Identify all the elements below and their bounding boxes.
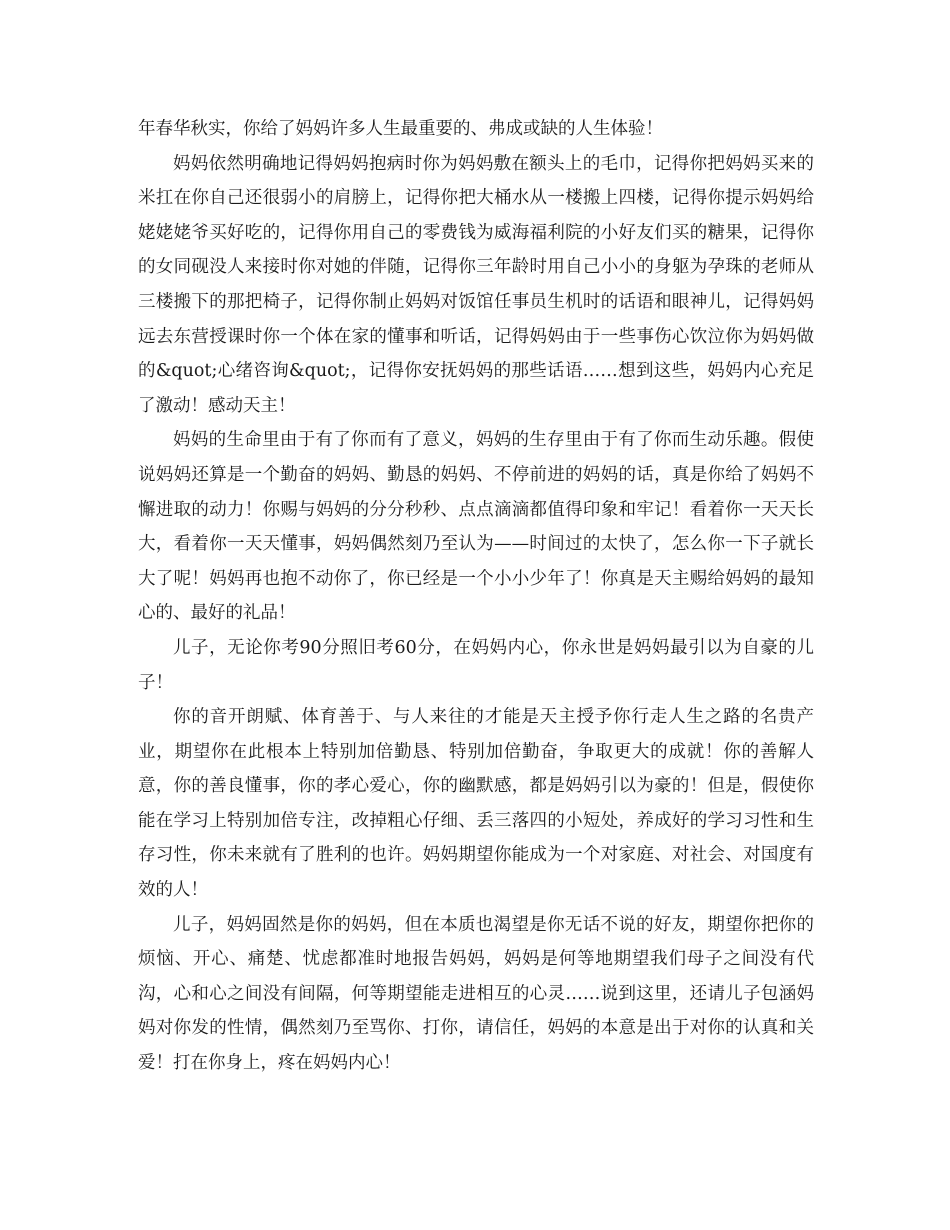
paragraph-pride: 儿子，无论你考90分照旧考60分，在妈妈内心，你永世是妈妈最引以为自豪的儿子！ [138,637,814,693]
paragraph-continued: 年春华秋实，你给了妈妈许多人生最重要的、弗成或缺的人生体验！ [138,119,663,139]
paragraph-memories: 妈妈依然明确地记得妈妈抱病时你为妈妈敷在额头上的毛巾，记得你把妈妈买来的米扛在你自己还很弱小的肩膀上，记得你把大桶水从一楼搬上四楼，记得你提示妈妈给姥姥姥爷买好吃的，记得你用自己的零费钱为威海福利院的小好友们买的糖果，记得你的女同砚没人来接时你对她的伴随，记得你三年龄时用自己小小的身躯为孕珠的老师从三楼搬下的那把椅子，记得你制止妈妈对饭馆任事员生机时的话语和眼神儿，记得妈妈远去东营授课时你一个体在家的懂事和听话，记得妈妈由于一些事伤心饮泣你为妈妈做的&quot;心绪咨询&quot;，记得你安抚妈妈的那些话语……想到这些，妈妈内心充足了激动！感动天主！ [138,153,814,416]
paragraph-meaning: 妈妈的生命里由于有了你而有了意义，妈妈的生存里由于有了你而生动乐趣。假使说妈妈还算是一个勤奋的妈妈、勤恳的妈妈、不停前进的妈妈的话，真是你给了妈妈不懈进取的动力！你赐与妈妈的分分秒秒、点点滴滴都值得印象和牢记！看着你一天天长大，看着你一天天懂事，妈妈偶然刻乃至认为——时间过的太快了，怎么你一下子就长大了呢！妈妈再也抱不动你了，你已经是一个小小少年了！你真是天主赐给妈妈的最知心的、最好的礼品！ [138,430,814,624]
paragraph-talents: 你的音开朗赋、体育善于、与人来往的才能是天主授予你行走人生之路的名贵产业，期望你在此根本上特别加倍勤恳、特别加倍勤奋，争取更大的成就！你的善解人意，你的善良懂事，你的孝心爱心，你的幽默感，都是妈妈引以为豪的！但是，假使你能在学习上特别加倍专注，改掉粗心仔细、丢三落四的小短处，养成好的学习习性和生存习性，你未来就有了胜利的也许。妈妈期望你能成为一个对家庭、对社会、对国度有效的人！ [138,707,814,901]
paragraph-friendship: 儿子，妈妈固然是你的妈妈，但在本质也渴望是你无话不说的好友，期望你把你的烦恼、开心、痛楚、忧虑都准时地报告妈妈，妈妈是何等地期望我们母子之间没有代沟，心和心之间没有间隔，何等期望能走进相互的心灵……说到这里，还请儿子包涵妈妈对你发的性情，偶然刻乃至骂你、打你，请信任，妈妈的本意是出于对你的认真和关爱！打在你身上，疼在妈妈内心！ [138,914,814,1074]
document-body [138,112,814,1081]
